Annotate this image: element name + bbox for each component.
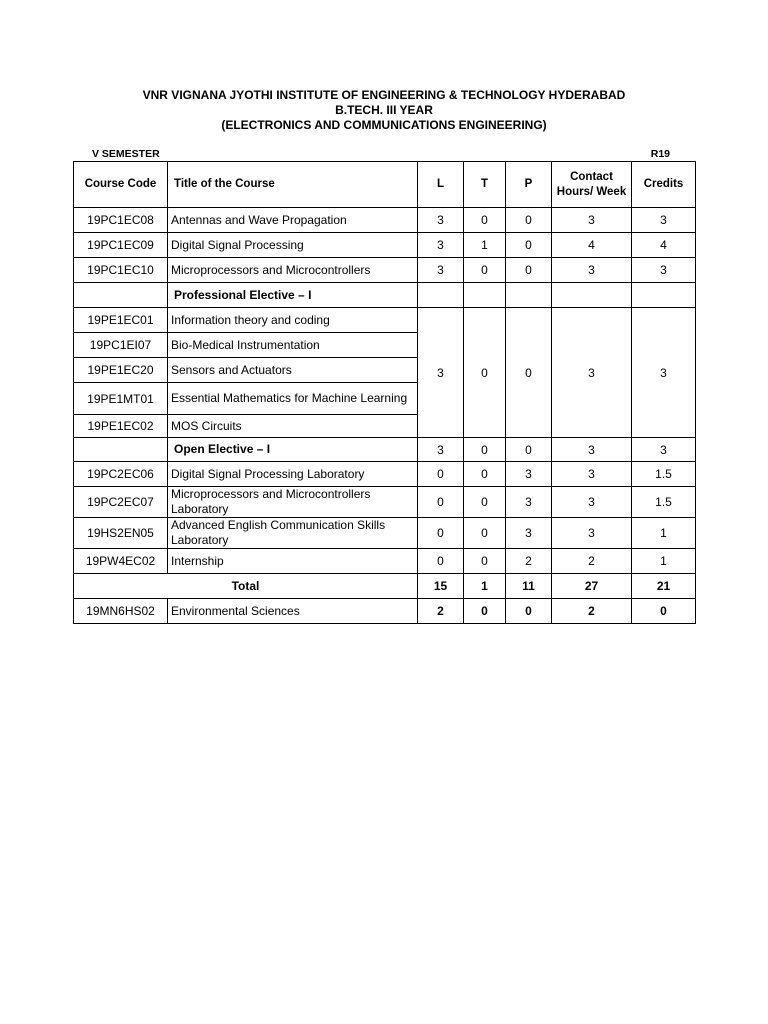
empty-cell: [418, 283, 464, 308]
semester-label: V SEMESTER: [92, 148, 160, 160]
professional-elective-label: Professional Elective – I: [168, 283, 418, 308]
program-year: B.TECH. III YEAR: [335, 103, 433, 117]
cell-p: 3: [506, 487, 552, 518]
course-code: 19PC1EC10: [74, 258, 168, 283]
professional-elective-header-row: [74, 283, 696, 308]
cell-p: 0: [506, 438, 552, 462]
total-p: 11: [506, 574, 552, 599]
course-title: Advanced English Communication Skills Laboratory: [168, 518, 418, 549]
cell-l: 3: [418, 233, 464, 258]
institute-name: VNR VIGNANA JYOTHI INSTITUTE OF ENGINEERING & TECHNOLOGY HYDERABAD: [142, 88, 626, 102]
table-row: [74, 549, 696, 574]
open-elective-row: [74, 438, 696, 462]
col-header-contact: Contact Hours/ Week: [552, 162, 632, 208]
table-row: [74, 233, 696, 258]
elective-contact: 3: [552, 308, 632, 438]
course-code: 19PE1EC01: [74, 308, 168, 333]
cell-l: 0: [418, 549, 464, 574]
course-code: 19PE1EC20: [74, 358, 168, 383]
table-row: [74, 208, 696, 233]
cell-credits: 3: [632, 208, 696, 233]
course-code: 19PC1EC08: [74, 208, 168, 233]
cell-t: 0: [464, 599, 506, 624]
course-title: Digital Signal Processing Laboratory: [168, 462, 418, 487]
cell-t: 0: [464, 258, 506, 283]
cell-p: 3: [506, 462, 552, 487]
course-title: Antennas and Wave Propagation: [168, 208, 418, 233]
course-title: Internship: [168, 549, 418, 574]
cell-contact: 3: [552, 518, 632, 549]
elective-p: 0: [506, 308, 552, 438]
empty-cell: [552, 283, 632, 308]
total-row: [74, 574, 696, 599]
course-code: 19PE1MT01: [74, 383, 168, 415]
cell-credits: 1.5: [632, 462, 696, 487]
cell-l: 0: [418, 487, 464, 518]
table-row: [74, 258, 696, 283]
total-l: 15: [418, 574, 464, 599]
cell-p: 0: [506, 233, 552, 258]
cell-contact: 3: [552, 258, 632, 283]
cell-t: 0: [464, 438, 506, 462]
cell-t: 0: [464, 487, 506, 518]
open-elective-label: Open Elective – I: [168, 438, 418, 462]
cell-contact: 2: [552, 549, 632, 574]
regulation-label: R19: [650, 148, 670, 160]
cell-p: 2: [506, 549, 552, 574]
empty-cell: [632, 283, 696, 308]
course-title: Sensors and Actuators: [168, 358, 418, 383]
cell-l: 2: [418, 599, 464, 624]
cell-credits: 4: [632, 233, 696, 258]
table-header-row: [74, 162, 696, 208]
cell-l: 3: [418, 258, 464, 283]
semester-row: [92, 148, 670, 160]
table-row: [74, 462, 696, 487]
cell-contact: 3: [552, 462, 632, 487]
cell-credits: 1.5: [632, 487, 696, 518]
course-title: Bio-Medical Instrumentation: [168, 333, 418, 358]
course-code: 19PC2EC06: [74, 462, 168, 487]
cell-l: 0: [418, 518, 464, 549]
table-row: [74, 518, 696, 549]
total-contact: 27: [552, 574, 632, 599]
mandatory-course-row: [74, 599, 696, 624]
cell-contact: 3: [552, 438, 632, 462]
elective-l: 3: [418, 308, 464, 438]
col-header-credits: Credits: [632, 162, 696, 208]
cell-contact: 2: [552, 599, 632, 624]
cell-credits: 1: [632, 518, 696, 549]
course-code: 19PE1EC02: [74, 415, 168, 438]
total-label: Total: [74, 574, 418, 599]
course-title: Digital Signal Processing: [168, 233, 418, 258]
course-table: [73, 161, 696, 624]
cell-credits: 3: [632, 438, 696, 462]
cell-credits: 0: [632, 599, 696, 624]
course-title: Microprocessors and Microcontrollers: [168, 258, 418, 283]
col-header-title: Title of the Course: [168, 162, 418, 208]
cell-t: 0: [464, 549, 506, 574]
col-header-code: Course Code: [74, 162, 168, 208]
course-code: 19PC1EC09: [74, 233, 168, 258]
cell-p: 3: [506, 518, 552, 549]
cell-contact: 4: [552, 233, 632, 258]
empty-code-cell: [74, 438, 168, 462]
empty-code-cell: [74, 283, 168, 308]
cell-p: 0: [506, 599, 552, 624]
cell-l: 0: [418, 462, 464, 487]
cell-t: 1: [464, 233, 506, 258]
course-title: Environmental Sciences: [168, 599, 418, 624]
cell-contact: 3: [552, 208, 632, 233]
table-row: [74, 487, 696, 518]
cell-p: 0: [506, 208, 552, 233]
cell-credits: 3: [632, 258, 696, 283]
course-code: 19PC1EI07: [74, 333, 168, 358]
total-credits: 21: [632, 574, 696, 599]
course-title: Microprocessors and Microcontrollers Laboratory: [168, 487, 418, 518]
cell-p: 0: [506, 258, 552, 283]
col-header-l: L: [418, 162, 464, 208]
elective-row: [74, 308, 696, 333]
course-code: 19PC2EC07: [74, 487, 168, 518]
cell-l: 3: [418, 438, 464, 462]
cell-t: 0: [464, 518, 506, 549]
cell-contact: 3: [552, 487, 632, 518]
total-t: 1: [464, 574, 506, 599]
course-code: 19PW4EC02: [74, 549, 168, 574]
cell-credits: 1: [632, 549, 696, 574]
course-code: 19HS2EN05: [74, 518, 168, 549]
course-title: MOS Circuits: [168, 415, 418, 438]
course-title: Essential Mathematics for Machine Learning: [168, 383, 418, 415]
department-name: (ELECTRONICS AND COMMUNICATIONS ENGINEERING): [221, 118, 547, 132]
cell-l: 3: [418, 208, 464, 233]
cell-t: 0: [464, 462, 506, 487]
course-title: Information theory and coding: [168, 308, 418, 333]
empty-cell: [506, 283, 552, 308]
course-code: 19MN6HS02: [74, 599, 168, 624]
elective-credits: 3: [632, 308, 696, 438]
empty-cell: [464, 283, 506, 308]
col-header-p: P: [506, 162, 552, 208]
cell-t: 0: [464, 208, 506, 233]
col-header-t: T: [464, 162, 506, 208]
elective-t: 0: [464, 308, 506, 438]
